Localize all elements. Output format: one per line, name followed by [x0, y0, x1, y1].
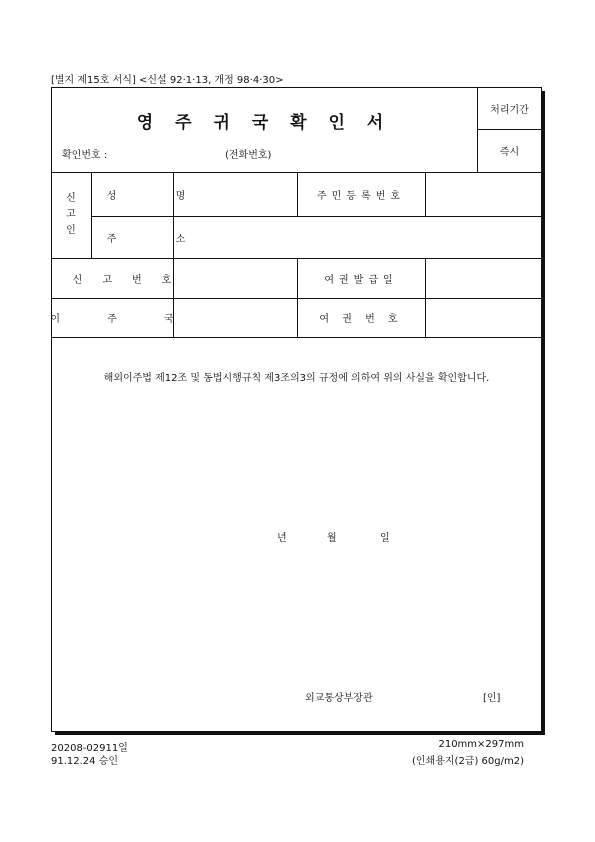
approval-date: 91.12.24 승인 — [51, 756, 119, 767]
reporter-label: 신 고 인 — [66, 193, 76, 236]
date-year-label: 년 — [277, 533, 287, 544]
passport-number-field[interactable] — [426, 299, 542, 337]
paper-size: 210mm×297mm — [438, 739, 524, 750]
form-code: 20208-02911일 — [51, 743, 128, 754]
document-title: 영 주 귀 국 확 인 서 — [136, 113, 392, 133]
report-number-field[interactable] — [174, 259, 297, 298]
resident-number-field[interactable] — [426, 173, 542, 216]
passport-issue-date-label: 여권발급일 — [324, 274, 398, 286]
frame-shadow-right — [542, 91, 545, 735]
resident-number-label: 주민등록번호 — [317, 190, 405, 202]
passport-issue-date-field[interactable] — [426, 259, 542, 298]
frame-shadow-bottom — [55, 732, 545, 735]
address-label: 주 소 — [106, 233, 214, 245]
issuer-name: 외교통상부장관 — [305, 693, 373, 704]
confirmation-number-label: 확인번호 : — [62, 150, 108, 161]
processing-period-value: 즉시 — [499, 147, 520, 158]
date-day-label: 일 — [380, 533, 390, 544]
report-number-label: 신고번호 — [72, 274, 192, 286]
processing-period-label: 처리기간 — [490, 104, 529, 116]
phone-number-label: (전화번호) — [225, 150, 272, 161]
date-month-label: 월 — [327, 533, 337, 544]
name-label: 성 명 — [106, 190, 214, 202]
confirmation-statement: 해외이주법 제12조 및 동법시행규칙 제3조의3의 규정에 의하여 위의 사실을 확인합니다. — [103, 373, 490, 384]
passport-number-label: 여 권 번 호 — [319, 314, 403, 325]
paper-type: (인쇄용지(2급) 60g/m2) — [412, 756, 524, 767]
emigration-country-field[interactable] — [174, 299, 297, 337]
name-field[interactable] — [174, 173, 297, 216]
form-note: [별지 제15호 서식] <신설 92·1·13, 개정 98·4·30> — [51, 75, 284, 86]
divider — [51, 337, 542, 338]
emigration-country-label: 이 주 국 — [50, 314, 196, 325]
address-field[interactable] — [174, 217, 542, 258]
seal-mark: [인] — [483, 693, 501, 704]
